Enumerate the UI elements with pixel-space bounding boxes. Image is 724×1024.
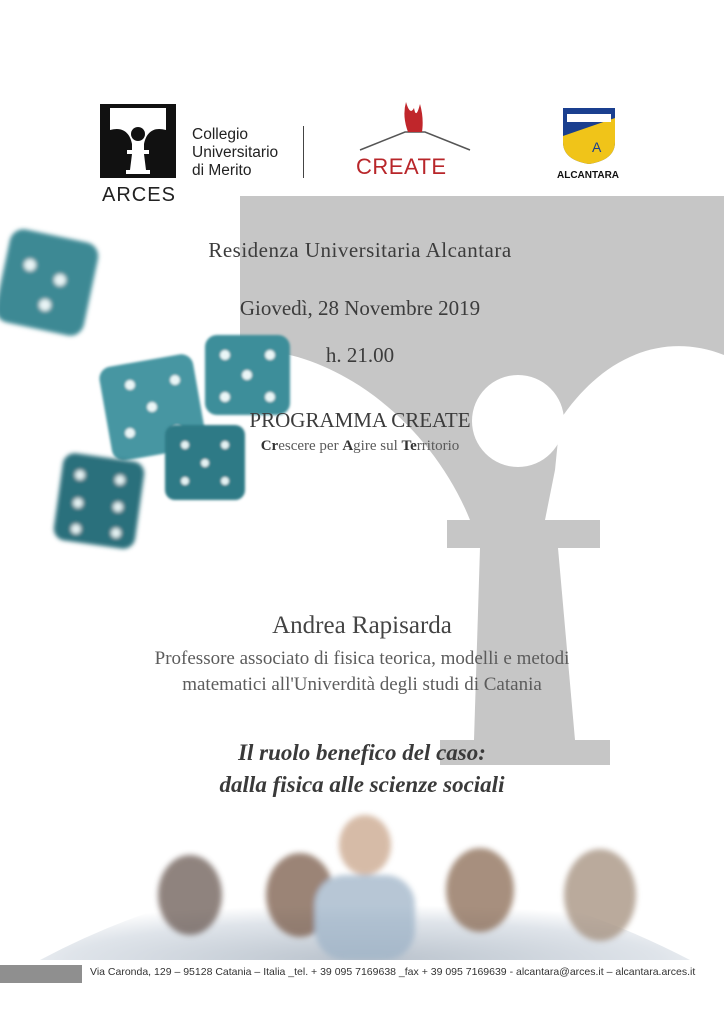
arces-emblem-icon (100, 104, 176, 178)
alcantara-shield-icon (561, 106, 617, 166)
arces-label-line3: di Merito (192, 162, 252, 179)
dice-illustration (0, 225, 310, 555)
footer-contact: Via Caronda, 129 – 95128 Catania – Italia _tel. + 39 095 7169638 _fax + 39 095 7169639 - alcantara@arces.it – alcantara.arces.it (90, 966, 696, 978)
person-1 (158, 855, 222, 935)
create-logo (350, 98, 480, 184)
speaker-name: Andrea Rapisarda (272, 612, 452, 639)
arces-logo (100, 104, 290, 208)
die-5 (52, 452, 145, 551)
talk-title-line1: Il ruolo benefico del caso: (238, 740, 486, 765)
svg-text:A: A (592, 139, 602, 155)
venue-title: Residenza Universitaria Alcantara (208, 238, 512, 262)
speaker-role-line2: matematici all'Univerdità degli studi di Catania (182, 674, 542, 695)
volcano-flame-icon (350, 98, 480, 158)
arces-label-line2: Universitario (192, 144, 279, 161)
create-wordmark: CREATE (356, 154, 447, 179)
alcantara-logo (555, 106, 625, 186)
talk-title-line2: dalla fisica alle scienze sociali (219, 772, 505, 797)
person-5 (564, 849, 636, 941)
speaker-role (60, 646, 664, 698)
arces-wordmark: ARCES (102, 184, 176, 206)
subtitle-rest-1: escere per (278, 438, 343, 454)
arces-label-line1: Collegio (192, 126, 249, 143)
person-3-head (339, 815, 391, 875)
die-1 (0, 227, 101, 339)
subtitle-rest-3: rritorio (416, 438, 460, 454)
subtitle-bold-2: A (342, 438, 354, 454)
talk-title (0, 737, 724, 801)
footer-accent-bar (0, 965, 82, 983)
person-3-body (315, 875, 415, 960)
people-photo (0, 800, 724, 960)
speaker-role-line1: Professore associato di fisica teorica, modelli e metodi (154, 648, 570, 669)
logo-divider (303, 126, 304, 178)
person-4 (446, 848, 514, 932)
arces-college-label (192, 126, 278, 180)
alcantara-wordmark: ALCANTARA (557, 170, 620, 181)
program-title: PROGRAMMA CREATE (249, 408, 471, 432)
die-4 (165, 425, 245, 500)
program-subtitle (110, 438, 610, 455)
subtitle-bold-1: Cr (260, 438, 279, 454)
subtitle-rest-2: gire sul (353, 438, 402, 454)
event-date: Giovedì, 28 Novembre 2019 (239, 296, 481, 320)
subtitle-bold-3: Te (401, 438, 417, 454)
event-time: h. 21.00 (325, 343, 395, 367)
